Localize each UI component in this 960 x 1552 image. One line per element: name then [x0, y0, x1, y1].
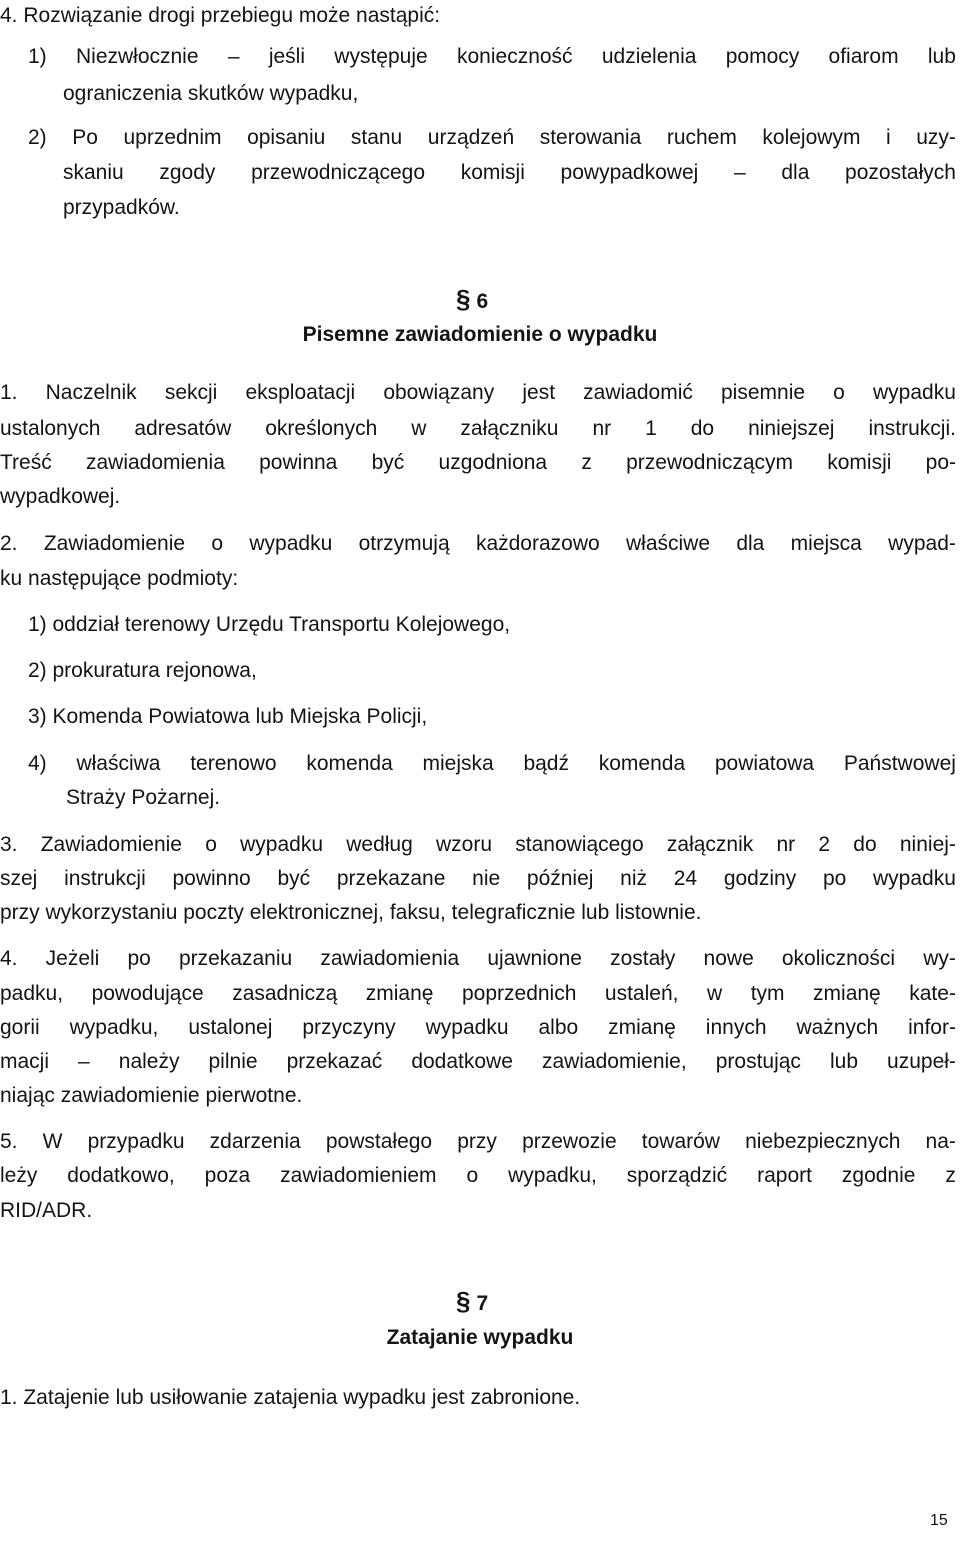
word: niż [620, 867, 648, 890]
word: powinna [259, 451, 338, 474]
word: wypadku [872, 381, 956, 404]
word: po [127, 947, 151, 970]
word: powiatowa [714, 752, 815, 775]
word: przekazaniu [178, 947, 293, 970]
word: szej [0, 867, 38, 890]
word: 24 [673, 867, 698, 890]
word: – [78, 1050, 90, 1073]
paragraph-line: przy wykorzystaniu poczty elektronicznej, faksu, telegraficznie lub listownie. [0, 901, 702, 924]
word: jeśli [268, 45, 305, 68]
paragraph-line [0, 1129, 956, 1155]
word: uzupeł- [887, 1050, 956, 1073]
word: 1. [0, 381, 18, 404]
word: uzgodniona [438, 451, 548, 474]
word: leży [0, 1164, 38, 1187]
word: wypadku, [69, 1016, 159, 1039]
word: ustaleń, [604, 982, 679, 1005]
section-title: Zatajanie wypadku [386, 1326, 574, 1349]
word: o [211, 532, 224, 555]
word: zgody [159, 161, 216, 184]
word: Naczelnik [45, 381, 137, 404]
word: do [853, 833, 877, 856]
section-number [456, 286, 488, 315]
word: wypadku [249, 532, 333, 555]
word: jest [522, 381, 556, 404]
word: z [945, 1164, 956, 1187]
word: Niezwłocznie [75, 45, 199, 68]
word: komisji [827, 451, 892, 474]
list-item-line [28, 125, 956, 151]
paragraph-line [0, 531, 956, 557]
word: zmianę [608, 1016, 676, 1039]
word: wypadku [240, 833, 323, 856]
word: infor- [908, 1016, 956, 1039]
word: nowe [703, 947, 754, 970]
word: sekcji [164, 381, 218, 404]
word: gorii [0, 1016, 40, 1039]
word: z [581, 451, 592, 474]
word: przewozie [522, 1130, 617, 1153]
page-number: 15 [930, 1512, 948, 1529]
word: zgodnie [841, 1164, 916, 1187]
word: Państwowej [843, 752, 956, 775]
word: zawiadomić [583, 381, 693, 404]
word: w [707, 982, 723, 1005]
word: 5. [0, 1130, 18, 1153]
word: ujawnione [487, 947, 582, 970]
paragraph-line [0, 1049, 956, 1075]
word: być [371, 451, 405, 474]
word: 3. [0, 833, 18, 856]
list-item-line [28, 44, 956, 70]
section-title: Pisemne zawiadomienie o wypadku [302, 323, 658, 346]
word: ważnych [796, 1016, 879, 1039]
word: zawiadomienia [320, 947, 460, 970]
word: powodujące [91, 982, 204, 1005]
word: miejska [422, 752, 494, 775]
word: komisji [460, 161, 525, 184]
paragraph-line: 4. Rozwiązanie drogi przebiegu może nastąpić: [0, 4, 441, 27]
word: – [227, 45, 240, 68]
word: – [733, 161, 746, 184]
word: sporządzić [626, 1164, 728, 1187]
word: po- [925, 451, 956, 474]
paragraph-line [0, 1163, 956, 1189]
word: przewodniczącego [251, 161, 426, 184]
word: kate- [909, 982, 956, 1005]
word: wypadku [873, 867, 956, 890]
word: przekazane [336, 867, 446, 890]
word: 4. [0, 947, 18, 970]
word: niniej- [899, 833, 956, 856]
word: po [822, 867, 847, 890]
word: innych [705, 1016, 767, 1039]
paragraph-line: 1. Zatajenie lub usiłowanie zatajenia wypadku jest zabronione. [0, 1386, 581, 1409]
section-number-value: 6 [476, 290, 489, 313]
word: zmianę [813, 982, 881, 1005]
word: Zawiadomienie [43, 532, 186, 555]
word: o [205, 833, 217, 856]
word: raport [757, 1164, 812, 1187]
word: kolejowym [762, 126, 861, 149]
word: eksploatacji [245, 381, 356, 404]
word: o [833, 381, 845, 404]
word: 4) [28, 752, 47, 775]
word: 1 [645, 417, 657, 440]
word: prostując [715, 1050, 801, 1073]
word: w [411, 417, 427, 440]
word: Jeżeli [45, 947, 100, 970]
word: według [346, 833, 413, 856]
word: ustalonych [0, 417, 101, 440]
word: zasadniczą [232, 982, 338, 1005]
word: lub [829, 1050, 858, 1073]
word: nie [472, 867, 501, 890]
word: obowiązany [383, 381, 495, 404]
word: załączniku [460, 417, 559, 440]
word: 2 [818, 833, 831, 856]
word: Zawiadomienie [40, 833, 182, 856]
paragraph-line [0, 946, 956, 972]
word: o [466, 1164, 479, 1187]
word: dodatkowo, [67, 1164, 175, 1187]
paragraph-line: wypadkowej. [0, 485, 121, 508]
word: załącznik [666, 833, 754, 856]
word: terenowo [190, 752, 277, 775]
word: W [42, 1130, 63, 1153]
word: skaniu [63, 161, 124, 184]
word: miejsca [790, 532, 862, 555]
word: godziny [723, 867, 797, 890]
word: 1) [28, 45, 47, 68]
list-item-line: 2) prokuratura rejonowa, [28, 659, 257, 682]
word: tym [750, 982, 785, 1005]
word: wypadku, [508, 1164, 597, 1187]
list-item-line: ograniczenia skutków wypadku, [63, 82, 359, 105]
word: Po [72, 126, 98, 149]
word: adresatów [134, 417, 232, 440]
word: opisaniu [247, 126, 326, 149]
word: udzielenia [601, 45, 697, 68]
word: wypad- [888, 532, 956, 555]
word: dla [781, 161, 810, 184]
word: instrukcji [64, 867, 146, 890]
word: padku, [0, 982, 64, 1005]
word: uprzednim [123, 126, 222, 149]
paragraph-line [0, 450, 956, 476]
word: poza [204, 1164, 251, 1187]
word: pomocy [725, 45, 800, 68]
word: zmianę [365, 982, 434, 1005]
word: do [690, 417, 715, 440]
word: komenda [598, 752, 686, 775]
word: ustalonej [188, 1016, 273, 1039]
word: występuje [334, 45, 428, 68]
word: zdarzenia [209, 1130, 301, 1153]
word: zawiadomienia [85, 451, 225, 474]
word: otrzymują [358, 532, 450, 555]
word: niniejszej [748, 417, 835, 440]
section-sign: § [456, 1286, 471, 1316]
word: właściwe [625, 532, 711, 555]
section-number [456, 1288, 488, 1317]
word: powstałego [325, 1130, 433, 1153]
word: lub [927, 45, 956, 68]
paragraph-line: RID/ADR. [0, 1199, 93, 1222]
word: zostały [610, 947, 676, 970]
word: przypadku [87, 1130, 185, 1153]
paragraph-line [0, 416, 956, 442]
word: przekazać [286, 1050, 383, 1073]
word: zawiadomieniem [280, 1164, 437, 1187]
word: ruchem [666, 126, 737, 149]
word: zawiadomienie, [541, 1050, 687, 1073]
word: nr [776, 833, 796, 856]
list-item-line: 1) oddział terenowy Urzędu Transportu Kolejowego, [28, 613, 511, 636]
word: sterowania [539, 126, 642, 149]
word: stanowiącego [515, 833, 644, 856]
paragraph-line: ku następujące podmioty: [0, 567, 239, 590]
word: na- [925, 1130, 956, 1153]
word: pisemnie [721, 381, 806, 404]
word: 2) [28, 126, 47, 149]
word: 2. [0, 532, 18, 555]
paragraph-line [0, 866, 956, 892]
paragraph-line [0, 380, 956, 406]
word: należy [118, 1050, 180, 1073]
word: niebezpiecznych [745, 1130, 901, 1153]
word: Treść [0, 451, 52, 474]
section-number-value: 7 [476, 1292, 489, 1315]
list-item-line [63, 160, 956, 186]
word: okoliczności [781, 947, 896, 970]
word: instrukcji. [868, 417, 956, 440]
word: przyczyny [302, 1016, 396, 1039]
word: uzy- [916, 126, 956, 149]
word: ofiarom [828, 45, 899, 68]
word: właściwa [76, 752, 161, 775]
list-item-line: Straży Pożarnej. [66, 786, 221, 809]
word: dodatkowe [411, 1050, 513, 1073]
word: urządzeń [427, 126, 515, 149]
paragraph-line [0, 832, 956, 858]
list-item-line [28, 751, 956, 777]
word: przy [457, 1130, 497, 1153]
word: bądź [523, 752, 569, 775]
section-sign: § [456, 284, 471, 314]
word: przewodniczącym [626, 451, 793, 474]
word: określonych [265, 417, 378, 440]
word: być [277, 867, 311, 890]
word: macji [0, 1050, 50, 1073]
word: konieczność [456, 45, 573, 68]
word: wzoru [436, 833, 493, 856]
word: stanu [350, 126, 403, 149]
word: pilnie [208, 1050, 258, 1073]
paragraph-line [0, 981, 956, 1007]
word: komenda [306, 752, 393, 775]
word: albo [538, 1016, 579, 1039]
word: pozostałych [845, 161, 956, 184]
paragraph-line [0, 1015, 956, 1041]
word: wy- [923, 947, 956, 970]
word: wypadku [425, 1016, 509, 1039]
word: towarów [641, 1130, 720, 1153]
word: powinno [172, 867, 251, 890]
word: dla [736, 532, 765, 555]
list-item-line: przypadków. [63, 196, 180, 219]
word: później [526, 867, 594, 890]
word: poprzednich [461, 982, 577, 1005]
word: i [885, 126, 891, 149]
paragraph-line: niając zawiadomienie pierwotne. [0, 1084, 303, 1107]
word: powypadkowej [560, 161, 699, 184]
word: nr [592, 417, 612, 440]
word: każdorazowo [475, 532, 600, 555]
list-item-line: 3) Komenda Powiatowa lub Miejska Policji, [28, 705, 428, 728]
